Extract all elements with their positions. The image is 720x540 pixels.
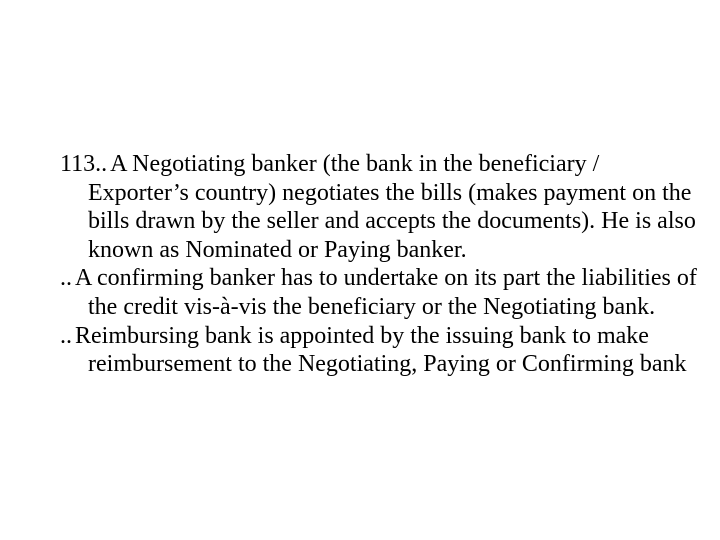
paragraph-negotiating-banker [60, 150, 700, 264]
paragraph-marker: .. [60, 265, 72, 292]
paragraph-reimbursing-bank [60, 322, 700, 379]
paragraph-confirming-banker [60, 264, 700, 321]
paragraph-text: A confirming banker has to undertake on its part the liabilities of the credit vis-à-vis the beneficiary or the Negotiating bank. [75, 265, 697, 320]
slide-body [60, 150, 700, 379]
paragraph-marker: 113.. [60, 151, 108, 177]
paragraph-text: Reimbursing bank is appointed by the issuing bank to make reimbursement to the Negotiating, Paying or Confirming bank [75, 322, 687, 378]
paragraph-text: A Negotiating banker (the bank in the beneficiary / Exporter’s country) negotiates the bills (makes payment on the bills drawn by the seller and accepts the documents). He is also known as Nominated or Paying banker. [88, 151, 696, 263]
paragraph-marker: .. [60, 322, 72, 349]
